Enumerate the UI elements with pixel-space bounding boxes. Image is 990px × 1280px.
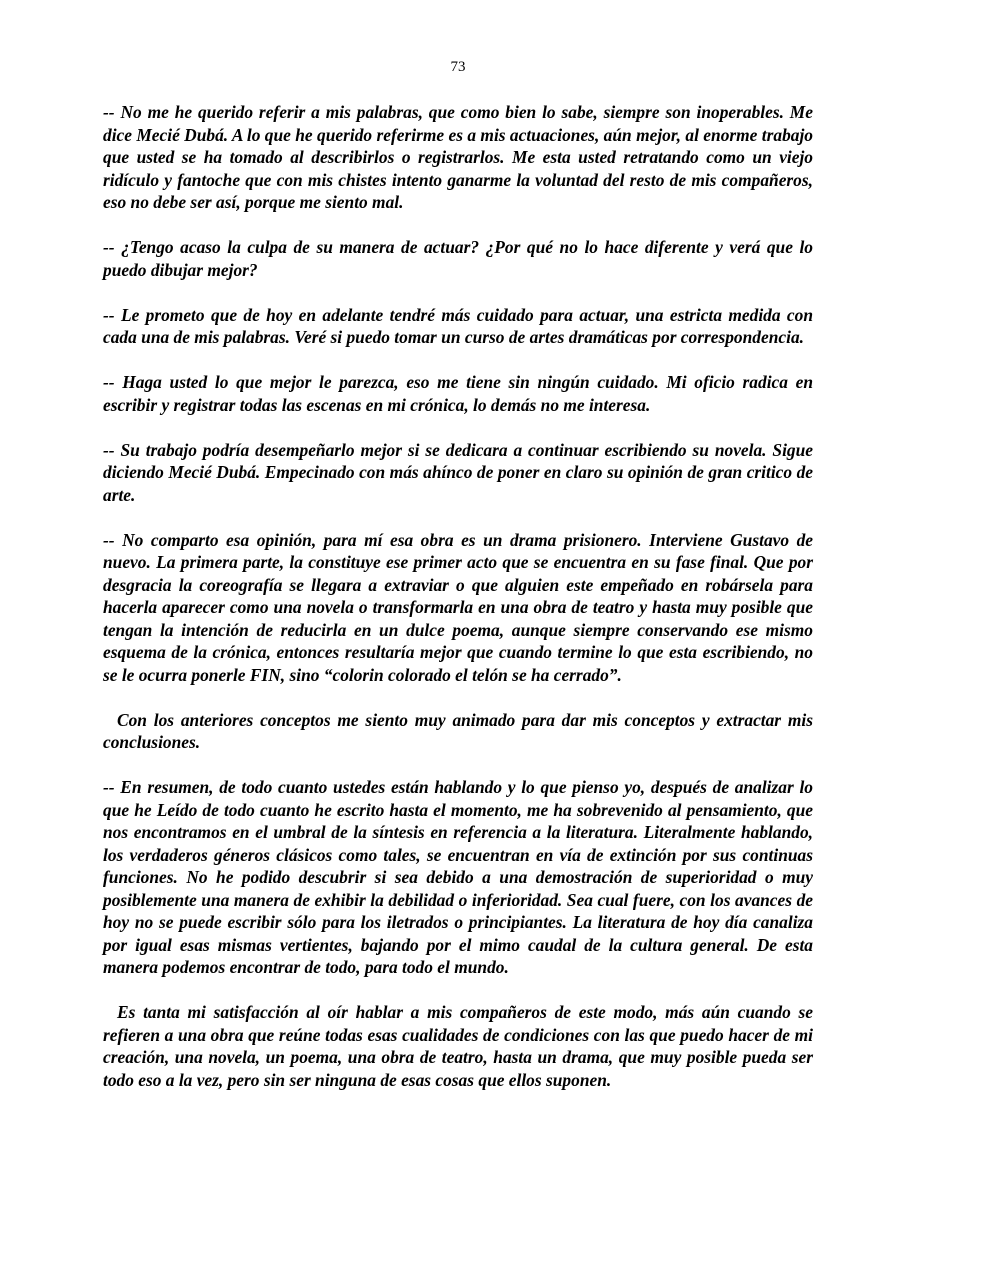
dialogue-paragraph-6: -- No comparto esa opinión, para mí esa obra es un drama prisionero. Interviene Gustavo de nuevo. La primera parte, la constituye ese primer acto que se encuentra en su fase final. Que por desgracia la coreografía se llegara a extraviar o que alguien este empeñado en robársela para hacerla aparecer como una novela o transformarla en una obra de teatro y hasta muy posible que tengan la intención de reducirla en un dulce poema, aunque siempre conservando ese mismo esquema de la crónica, entonces resultaría mejor que cuando termine lo que esta escribiendo, no se le ocurra ponerle FIN, sino “colorin colorado el telón se ha cerrado”.	[103, 529, 813, 685]
page-number: 73	[450, 59, 466, 75]
dialogue-paragraph-1: -- No me he querido referir a mis palabras, que como bien lo sabe, siempre son inoperables. Me dice Mecié Dubá. A lo que he querido referirme es a mis actuaciones, aún mejor, al enorme trabajo que usted se ha tomado al describirlos o registrarlos. Me esta usted retratando como un viejo ridículo y fantoche que con mis chistes intento ganarme la voluntad del resto de mis compañeros, eso no debe ser así, porque me siento mal.	[103, 102, 813, 212]
dialogue-paragraph-3: -- Le prometo que de hoy en adelante tendré más cuidado para actuar, una estricta medida con cada una de mis palabras. Veré si puedo tomar un curso de artes dramáticas por correspondencia.	[103, 304, 813, 347]
dialogue-paragraph-2: -- ¿Tengo acaso la culpa de su manera de actuar? ¿Por qué no lo hace diferente y verá que lo puedo dibujar mejor?	[103, 237, 813, 280]
dialogue-paragraph-4: -- Haga usted lo que mejor le parezca, eso me tiene sin ningún cuidado. Mi oficio radica en escribir y registrar todas las escenas en mi crónica, lo demás no me interesa.	[103, 372, 813, 415]
narration-paragraph-1: Con los anteriores conceptos me siento muy animado para dar mis conceptos y extractar mis conclusiones.	[103, 709, 813, 752]
dialogue-paragraph-5: -- Su trabajo podría desempeñarlo mejor si se dedicara a continuar escribiendo su novela. Sigue diciendo Mecié Dubá. Empecinado con más ahínco de poner en claro su opinión de gran critico de arte.	[103, 439, 813, 505]
page-body	[103, 101, 813, 1114]
narration-paragraph-2: Es tanta mi satisfacción al oír hablar a mis compañeros de este modo, más aún cuando se refieren a una obra que reúne todas esas cualidades de condiciones con las que puedo hacer de mi creación, una novela, un poema, una obra de teatro, hasta un drama, que muy posible pueda ser todo eso a la vez, pero sin ser ninguna de esas cosas que ellos suponen.	[103, 1002, 813, 1090]
dialogue-paragraph-7: -- En resumen, de todo cuanto ustedes están hablando y lo que pienso yo, después de analizar lo que he Leído de todo cuanto he escrito hasta el momento, me ha sobrevenido al pensamiento, que nos encontramos en el umbral de la síntesis en referencia a la literatura. Literalmente hablando, los verdaderos géneros clásicos como tales, se encuentran en vía de extinción por sus continuas funciones. No he podido descubrir si sea debido a una demostración de superioridad o muy posiblemente una manera de exhibir la debilidad o inferioridad. Sea cual fuere, con los avances de hoy no se puede escribir sólo para los iletrados o principiantes. La literatura de hoy día canaliza por igual esas mismas vertientes, bajando por el mimo caudal de la cultura general. De esta manera podemos encontrar de todo, para todo el mundo.	[103, 777, 813, 977]
